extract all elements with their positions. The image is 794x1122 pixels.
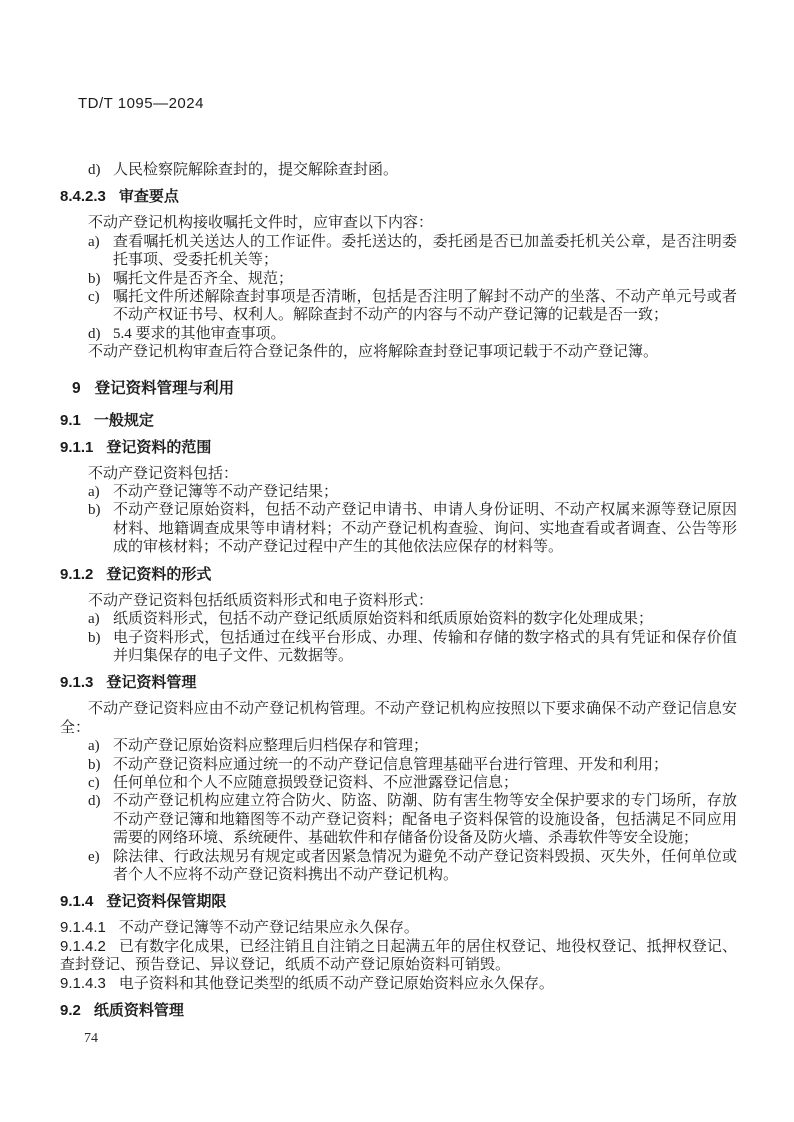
clause-heading — [60, 565, 737, 584]
clause-title: 登记资料保管期限 — [106, 893, 227, 911]
list-text: 除法律、行政法规另有规定或者因紧急情况为避免不动产登记资料毁损、灭失外，任何单位或者个人不应将不动产登记资料携出不动产登记机构。 — [113, 848, 737, 883]
paragraph: 不动产登记机构接收嘱托文件时，应审查以下内容： — [88, 215, 434, 232]
list-marker: a) — [88, 233, 100, 250]
list-item — [88, 737, 737, 755]
list-marker: a) — [88, 611, 100, 628]
list-marker: b) — [88, 756, 101, 773]
page-number: 74 — [84, 1031, 98, 1046]
list-marker: b) — [88, 270, 101, 287]
subclause — [60, 975, 737, 993]
subclause — [60, 938, 737, 975]
list-marker: e) — [88, 848, 100, 865]
list-marker: d) — [88, 793, 101, 810]
chapter-number: 9 — [72, 379, 81, 397]
standard-code-header: TD/T 1095—2024 — [78, 95, 204, 112]
clause-heading — [60, 1001, 737, 1020]
list-text: 不动产登记原始资料，包括不动产登记申请书、申请人身份证明、不动产权属来源等登记原因材料、地籍调查成果等申请材料；不动产登记机构查验、询问、实地查看或者调查、公告等形成的审核材料；不动产登记过程中产生的其他依法应保存的材料等。 — [113, 502, 737, 556]
list-marker: b) — [88, 502, 101, 519]
paragraph: 不动产登记资料应由不动产登记机构管理。不动产登记机构应按照以下要求确保不动产登记信息安全： — [60, 701, 737, 736]
chapter-heading — [72, 378, 737, 399]
list-item — [88, 161, 737, 179]
clause-number: 9.1.3 — [60, 674, 94, 692]
list-item — [88, 233, 737, 270]
clause-number: 8.4.2.3 — [60, 188, 106, 206]
list-marker: b) — [88, 629, 101, 646]
list-item — [88, 756, 737, 774]
list-marker: d) — [88, 325, 101, 342]
clause-heading — [60, 673, 737, 692]
list-item — [88, 270, 737, 288]
subclause-text: 不动产登记簿等不动产登记结果应永久保存。 — [118, 920, 419, 937]
list-marker: a) — [88, 484, 100, 501]
list-marker: d) — [88, 162, 101, 178]
clause-number: 9.1.1 — [60, 438, 94, 456]
clause-number: 9.2 — [60, 1002, 81, 1019]
paragraph: 不动产登记资料包括纸质资料形式和电子资料形式： — [88, 592, 434, 609]
list-marker: c) — [88, 774, 100, 791]
subclause-number: 9.1.4.3 — [60, 974, 106, 992]
list-text: 不动产登记簿等不动产登记结果； — [113, 484, 339, 501]
subclause-number: 9.1.4.1 — [60, 919, 106, 937]
clause-heading — [60, 892, 737, 911]
list-text: 不动产登记机构应建立符合防火、防盗、防潮、防有害生物等安全保护要求的专门场所，存放不动产登记簿和地籍图等不动产登记资料；配备电子资料保管的设施设备，包括满足不同应用需要的网络环境、系统硬件、基础软件和存储备份设备及防火墙、杀毒软件等安全设施； — [113, 793, 737, 847]
clause-title: 一般规定 — [93, 411, 154, 429]
clause-heading — [60, 187, 737, 206]
clause-title: 纸质资料管理 — [93, 1002, 184, 1019]
list-text: 嘱托文件是否齐全、规范； — [113, 270, 294, 287]
clause-number: 9.1.2 — [60, 565, 94, 583]
list-marker: a) — [88, 738, 100, 755]
list-item — [88, 501, 737, 556]
clause-number: 9.1 — [60, 411, 81, 429]
clause-heading — [60, 411, 737, 430]
subclause-text: 电子资料和其他登记类型的纸质不动产登记原始资料应永久保存。 — [118, 975, 554, 992]
list-item — [88, 483, 737, 501]
clause-title: 登记资料的形式 — [106, 565, 212, 583]
list-text: 5.4 要求的其他审查事项。 — [113, 325, 286, 342]
list-text: 不动产登记资料应通过统一的不动产登记信息管理基础平台进行管理、开发和利用； — [113, 756, 669, 773]
list-item — [88, 774, 737, 792]
subclause — [60, 919, 737, 937]
list-text: 嘱托文件所述解除查封事项是否清晰，包括是否注明了解封不动产的坐落、不动产单元号或者不动产权证书号、权利人。解除查封不动产的内容与不动产登记簿的记载是否一致； — [113, 289, 737, 324]
document-body — [60, 161, 737, 1020]
list-text: 任何单位和个人不应随意损毁登记资料、不应泄露登记信息； — [113, 774, 519, 791]
paragraph: 不动产登记资料包括： — [88, 465, 239, 482]
list-text: 查看嘱托机关送达人的工作证件。委托送达的，委托函是否已加盖委托机关公章，是否注明委托事项、受委托机关等； — [113, 233, 737, 269]
list-text: 电子资料形式，包括通过在线平台形成、办理、传输和存储的数字格式的具有凭证和保存价值并归集保存的电子文件、元数据等。 — [113, 629, 737, 664]
clause-number: 9.1.4 — [60, 893, 94, 911]
paragraph: 不动产登记机构审查后符合登记条件的，应将解除查封登记事项记载于不动产登记簿。 — [88, 344, 659, 361]
subclause-number: 9.1.4.2 — [60, 937, 106, 955]
list-text: 人民检察院解除查封的，提交解除查封函。 — [113, 162, 399, 178]
list-item — [88, 325, 737, 343]
clause-title: 登记资料的范围 — [106, 438, 212, 456]
list-item — [88, 792, 737, 847]
list-item — [88, 629, 737, 666]
chapter-title: 登记资料管理与利用 — [94, 379, 235, 397]
clause-title: 审查要点 — [118, 188, 179, 206]
list-item — [88, 848, 737, 885]
list-item — [88, 288, 737, 325]
clause-title: 登记资料管理 — [106, 674, 197, 692]
subclause-text: 已有数字化成果，已经注销且自注销之日起满五年的居住权登记、地役权登记、抵押权登记、查封登记、预告登记、异议登记，纸质不动产登记原始资料可销毁。 — [60, 938, 737, 974]
list-marker: c) — [88, 289, 100, 306]
clause-heading — [60, 438, 737, 457]
list-item — [88, 610, 737, 628]
list-text: 不动产登记原始资料应整理后归档保存和管理； — [113, 738, 429, 755]
list-text: 纸质资料形式，包括不动产登记纸质原始资料和纸质原始资料的数字化处理成果； — [113, 611, 654, 628]
